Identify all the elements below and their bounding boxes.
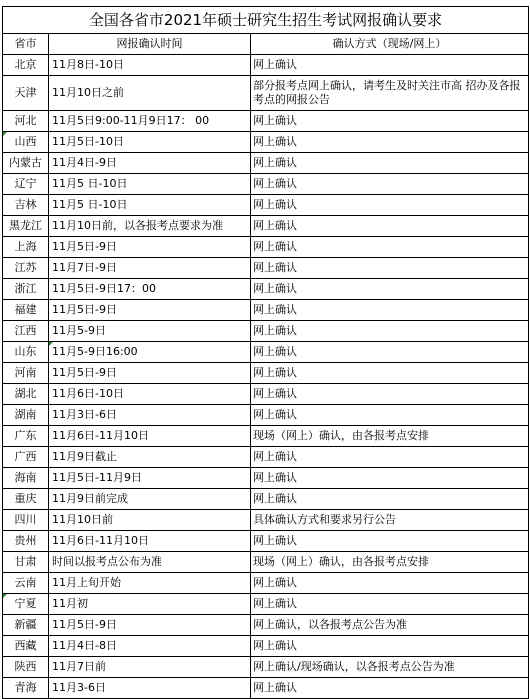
- table-row: [3, 216, 529, 237]
- method-cell: 部分报考点网上确认，请考生及时关注市高 招办及各报考点的网报公告: [251, 76, 529, 111]
- table-row: [3, 76, 529, 111]
- method-cell: 网上确认: [251, 489, 529, 510]
- time-cell: 11月5-9日: [49, 321, 251, 342]
- time-cell: 11月10日前: [49, 510, 251, 531]
- title-row: [3, 7, 529, 34]
- time-cell: 11月3-6日: [49, 678, 251, 699]
- province-cell: 西藏: [3, 636, 49, 657]
- table-row: [3, 195, 529, 216]
- table-row: [3, 426, 529, 447]
- method-cell: 网上确认: [251, 678, 529, 699]
- province-cell: 浙江: [3, 279, 49, 300]
- province-cell: 江苏: [3, 258, 49, 279]
- time-cell: 11月5日-9日: [49, 237, 251, 258]
- method-cell: 网上确认，以各报考点公告为准: [251, 615, 529, 636]
- province-cell: 内蒙古: [3, 153, 49, 174]
- table-row: [3, 342, 529, 363]
- province-cell: 上海: [3, 237, 49, 258]
- time-cell: 11月5日9:00-11月9日17： 00: [49, 111, 251, 132]
- province-cell: 湖北: [3, 384, 49, 405]
- method-cell: 网上确认: [251, 132, 529, 153]
- province-cell: 广东: [3, 426, 49, 447]
- method-cell: 网上确认: [251, 195, 529, 216]
- method-cell: 网上确认: [251, 279, 529, 300]
- province-cell: 山西: [3, 132, 49, 153]
- table-row: [3, 573, 529, 594]
- table-row: [3, 132, 529, 153]
- table-row: [3, 405, 529, 426]
- time-cell: 11月6日-11月10日: [49, 531, 251, 552]
- province-cell: 江西: [3, 321, 49, 342]
- table-row: [3, 552, 529, 573]
- province-cell: 湖南: [3, 405, 49, 426]
- time-cell: 11月初: [49, 594, 251, 615]
- method-cell: 网上确认: [251, 342, 529, 363]
- method-cell: 现场（网上）确认，由各报考点安排: [251, 426, 529, 447]
- method-cell: 网上确认: [251, 447, 529, 468]
- province-cell: 重庆: [3, 489, 49, 510]
- method-cell: 网上确认: [251, 237, 529, 258]
- province-cell: 甘肃: [3, 552, 49, 573]
- method-cell: 网上确认: [251, 405, 529, 426]
- time-cell: 11月5日-11月9日: [49, 468, 251, 489]
- time-cell: 11月5日-9日: [49, 300, 251, 321]
- table-row: [3, 615, 529, 636]
- table-row: [3, 300, 529, 321]
- time-cell: 11月8日-10日: [49, 55, 251, 76]
- time-cell: 11月4日-8日: [49, 636, 251, 657]
- method-cell: 网上确认: [251, 300, 529, 321]
- province-cell: 青海: [3, 678, 49, 699]
- method-cell: 网上确认: [251, 363, 529, 384]
- time-cell: 11月7日-9日: [49, 258, 251, 279]
- method-cell: 现场（网上）确认，由各报考点安排: [251, 552, 529, 573]
- time-cell: 11月5日-9日: [49, 363, 251, 384]
- table-row: [3, 447, 529, 468]
- header-row: [3, 34, 529, 55]
- method-cell: 网上确认: [251, 258, 529, 279]
- province-cell: 山东: [3, 342, 49, 363]
- province-cell: 辽宁: [3, 174, 49, 195]
- time-cell: 11月9日截止: [49, 447, 251, 468]
- province-cell: 河北: [3, 111, 49, 132]
- province-cell: 宁夏: [3, 594, 49, 615]
- table-row: [3, 636, 529, 657]
- province-cell: 新疆: [3, 615, 49, 636]
- time-cell: 11月10日前，以各报考点要求为准: [49, 216, 251, 237]
- table-row: [3, 174, 529, 195]
- province-cell: 广西: [3, 447, 49, 468]
- method-cell: 网上确认: [251, 573, 529, 594]
- header-time: 网报确认时间: [49, 34, 251, 55]
- province-cell: 陕西: [3, 657, 49, 678]
- table-row: [3, 111, 529, 132]
- province-cell: 四川: [3, 510, 49, 531]
- spreadsheet-table-container: [2, 6, 528, 699]
- province-cell: 贵州: [3, 531, 49, 552]
- method-cell: 网上确认: [251, 153, 529, 174]
- table-row: [3, 489, 529, 510]
- province-cell: 吉林: [3, 195, 49, 216]
- method-cell: 网上确认: [251, 216, 529, 237]
- method-cell: 具体确认方式和要求另行公告: [251, 510, 529, 531]
- time-cell: 11月9日前完成: [49, 489, 251, 510]
- table-row: [3, 237, 529, 258]
- table-row: [3, 321, 529, 342]
- province-cell: 黑龙江: [3, 216, 49, 237]
- requirements-table: [2, 6, 529, 699]
- method-cell: 网上确认: [251, 55, 529, 76]
- table-row: [3, 279, 529, 300]
- province-cell: 海南: [3, 468, 49, 489]
- province-cell: 天津: [3, 76, 49, 111]
- method-cell: 网上确认: [251, 468, 529, 489]
- table-row: [3, 384, 529, 405]
- time-cell: 11月6日-10日: [49, 384, 251, 405]
- table-row: [3, 153, 529, 174]
- province-cell: 福建: [3, 300, 49, 321]
- table-row: [3, 657, 529, 678]
- table-row: [3, 510, 529, 531]
- table-title: 全国各省市2021年硕士研究生招生考试网报确认要求: [3, 7, 529, 34]
- time-cell: 11月7日前: [49, 657, 251, 678]
- time-cell: 11月5-9日16:00: [49, 342, 251, 363]
- method-cell: 网上确认: [251, 594, 529, 615]
- time-cell: 11月5 日-10日: [49, 195, 251, 216]
- method-cell: 网上确认/现场确认，以各报考点公告为准: [251, 657, 529, 678]
- table-row: [3, 678, 529, 699]
- table-row: [3, 531, 529, 552]
- time-cell: 11月5 日-10日: [49, 174, 251, 195]
- province-cell: 北京: [3, 55, 49, 76]
- table-row: [3, 55, 529, 76]
- method-cell: 网上确认: [251, 174, 529, 195]
- table-row: [3, 258, 529, 279]
- time-cell: 11月10日之前: [49, 76, 251, 111]
- time-cell: 11月3日-6日: [49, 405, 251, 426]
- method-cell: 网上确认: [251, 636, 529, 657]
- method-cell: 网上确认: [251, 384, 529, 405]
- time-cell: 11月6日-11月10日: [49, 426, 251, 447]
- table-row: [3, 468, 529, 489]
- province-cell: 云南: [3, 573, 49, 594]
- method-cell: 网上确认: [251, 531, 529, 552]
- method-cell: 网上确认: [251, 111, 529, 132]
- time-cell: 时间以报考点公布为准: [49, 552, 251, 573]
- time-cell: 11月5日-9日17：00: [49, 279, 251, 300]
- time-cell: 11月5日-10日: [49, 132, 251, 153]
- header-method: 确认方式（现场/网上）: [251, 34, 529, 55]
- time-cell: 11月上旬开始: [49, 573, 251, 594]
- method-cell: 网上确认: [251, 321, 529, 342]
- table-row: [3, 363, 529, 384]
- time-cell: 11月5日-9日: [49, 615, 251, 636]
- table-row: [3, 594, 529, 615]
- header-province: 省市: [3, 34, 49, 55]
- time-cell: 11月4日-9日: [49, 153, 251, 174]
- province-cell: 河南: [3, 363, 49, 384]
